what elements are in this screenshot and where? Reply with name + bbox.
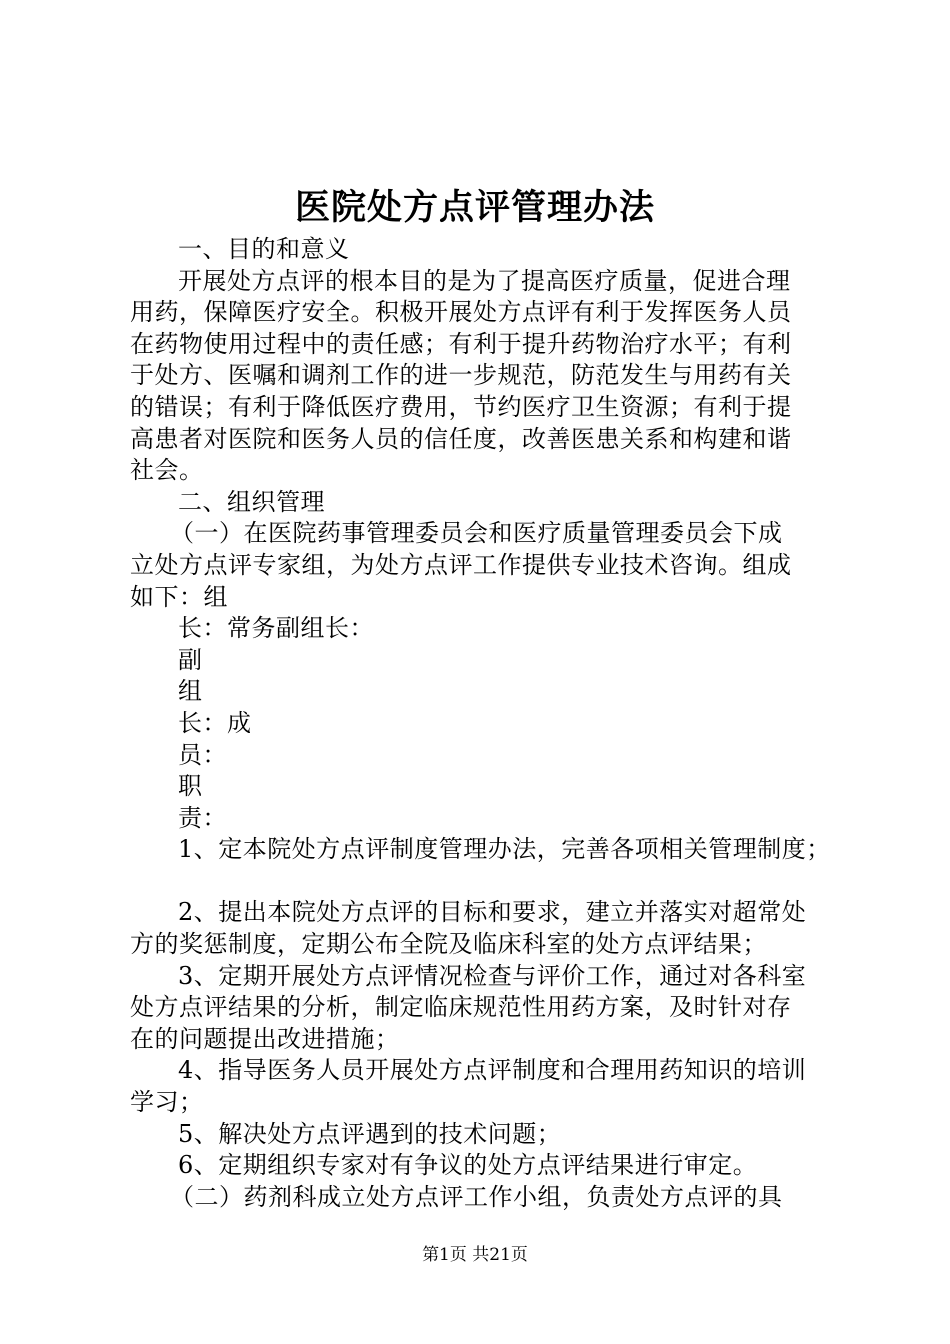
body-line: 立处方点评专家组，为处方点评工作提供专业技术咨询。组成 [130,550,792,579]
body-line: 3、定期开展处方点评情况检查与评价工作，通过对各科室 [178,961,807,990]
body-line: 2、提出本院处方点评的目标和要求，建立并落实对超常处 [178,898,807,927]
body-line: 用药，保障医疗安全。积极开展处方点评有利于发挥医务人员 [130,298,792,327]
body-line: 处方点评结果的分析，制定临床规范性用药方案，及时针对存 [130,993,792,1022]
page-footer: 第1页 共21页 [422,1245,528,1265]
document-title: 医院处方点评管理办法 [294,188,655,228]
body-line: 员： [178,740,227,769]
document-body [130,234,830,1213]
body-line: 二、组织管理 [178,487,325,516]
body-line: （二）药剂科成立处方点评工作小组，负责处方点评的具 [170,1182,783,1211]
body-line: 副 [178,645,203,674]
body-line: 长：常务副组长： [178,614,374,643]
body-line: 社会。 [130,456,204,485]
body-line: 在的问题提出改进措施； [130,1024,400,1053]
body-line: 开展处方点评的根本目的是为了提高医疗质量，促进合理 [178,266,791,295]
body-line: 如下：组 [130,582,228,611]
body-line: 一、目的和意义 [178,235,350,263]
blank-line [130,866,830,898]
body-line: 的错误；有利于降低医疗费用，节约医疗卫生资源；有利于提 [130,392,792,421]
body-line: 6、定期组织专家对有争议的处方点评结果进行审定。 [178,1151,758,1180]
body-line: 职 [178,772,203,801]
body-line: 长：成 [178,708,252,737]
body-line: 责： [178,803,227,832]
body-line: 方的奖惩制度，定期公布全院及临床科室的处方点评结果； [130,930,767,959]
body-line: 于处方、医嘱和调剂工作的进一步规范，防范发生与用药有关 [130,361,792,390]
body-line: （一）在医院药事管理委员会和医疗质量管理委员会下成 [170,519,783,548]
body-line: 5、解决处方点评遇到的技术问题； [178,1119,562,1148]
body-line: 1、定本院处方点评制度管理办法，完善各项相关管理制度； [178,835,831,864]
body-line: 组 [178,677,203,706]
body-line: 在药物使用过程中的责任感；有利于提升药物治疗水平；有利 [130,329,792,358]
body-line: 学习； [130,1088,204,1117]
body-line: 高患者对医院和医务人员的信任度，改善医患关系和构建和谐 [130,424,792,453]
body-line: 4、指导医务人员开展处方点评制度和合理用药知识的培训 [178,1056,807,1085]
